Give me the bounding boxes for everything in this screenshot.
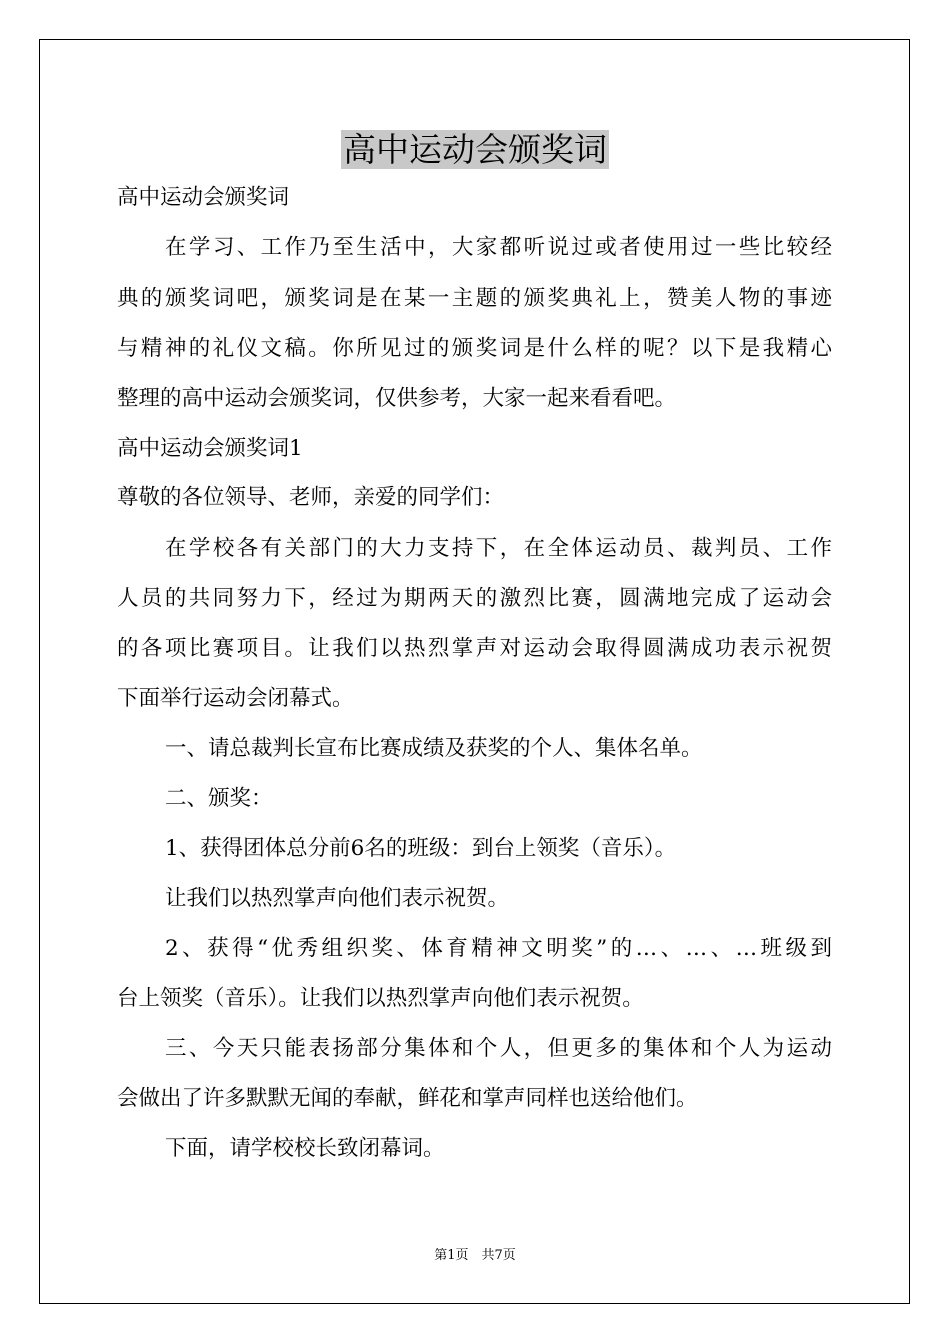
paragraph-line: 一、请总裁判长宣布比赛成绩及获奖的个人、集体名单。 [165, 736, 703, 761]
paragraph-line: 台上领奖（音乐）。让我们以热烈掌声向他们表示祝贺。 [117, 986, 644, 1011]
paragraph-line: 会做出了许多默默无闻的奉献，鲜花和掌声同样也送给他们。 [117, 1086, 698, 1111]
paragraph-line: 三、今天只能表扬部分集体和个人，但更多的集体和个人为运动 [165, 1036, 832, 1061]
paragraph-line: 让我们以热烈掌声向他们表示祝贺。 [165, 886, 510, 911]
paragraph-line: 人员的共同努力下，经过为期两天的激烈比赛，圆满地完成了运动会 [117, 586, 832, 611]
subtitle-line: 高中运动会颁奖词 [117, 185, 290, 210]
section-heading: 高中运动会颁奖词1 [117, 436, 303, 461]
salutation-line: 尊敬的各位领导、老师，亲爱的同学们： [117, 485, 505, 510]
paragraph-line: 2、获得“优秀组织奖、体育精神文明奖”的…、…、…班级到 [165, 936, 832, 961]
paragraph-line: 二、颁奖： [165, 786, 273, 811]
paragraph-line: 的各项比赛项目。让我们以热烈掌声对运动会取得圆满成功表示祝贺 [117, 636, 832, 661]
document-title-text: 高中运动会颁奖词 [343, 130, 607, 169]
paragraph-line: 下面举行运动会闭幕式。 [117, 686, 354, 711]
page-footer: 第1页 共7页 [434, 1248, 516, 1263]
document-title [0, 128, 950, 178]
paragraph-line: 整理的高中运动会颁奖词，仅供参考，大家一起来看看吧。 [117, 386, 677, 411]
paragraph-line: 在学校各有关部门的大力支持下，在全体运动员、裁判员、工作 [165, 536, 832, 561]
paragraph-line: 与精神的礼仪文稿。你所见过的颁奖词是什么样的呢？以下是我精心 [117, 336, 832, 361]
paragraph-line: 在学习、工作乃至生活中，大家都听说过或者使用过一些比较经 [165, 235, 832, 260]
paragraph-line: 1、获得团体总分前6名的班级：到台上领奖（音乐）。 [165, 836, 677, 861]
page-frame [39, 39, 910, 1304]
paragraph-line: 典的颁奖词吧，颁奖词是在某一主题的颁奖典礼上，赞美人物的事迹 [117, 286, 832, 311]
paragraph-line: 下面，请学校校长致闭幕词。 [165, 1136, 445, 1161]
